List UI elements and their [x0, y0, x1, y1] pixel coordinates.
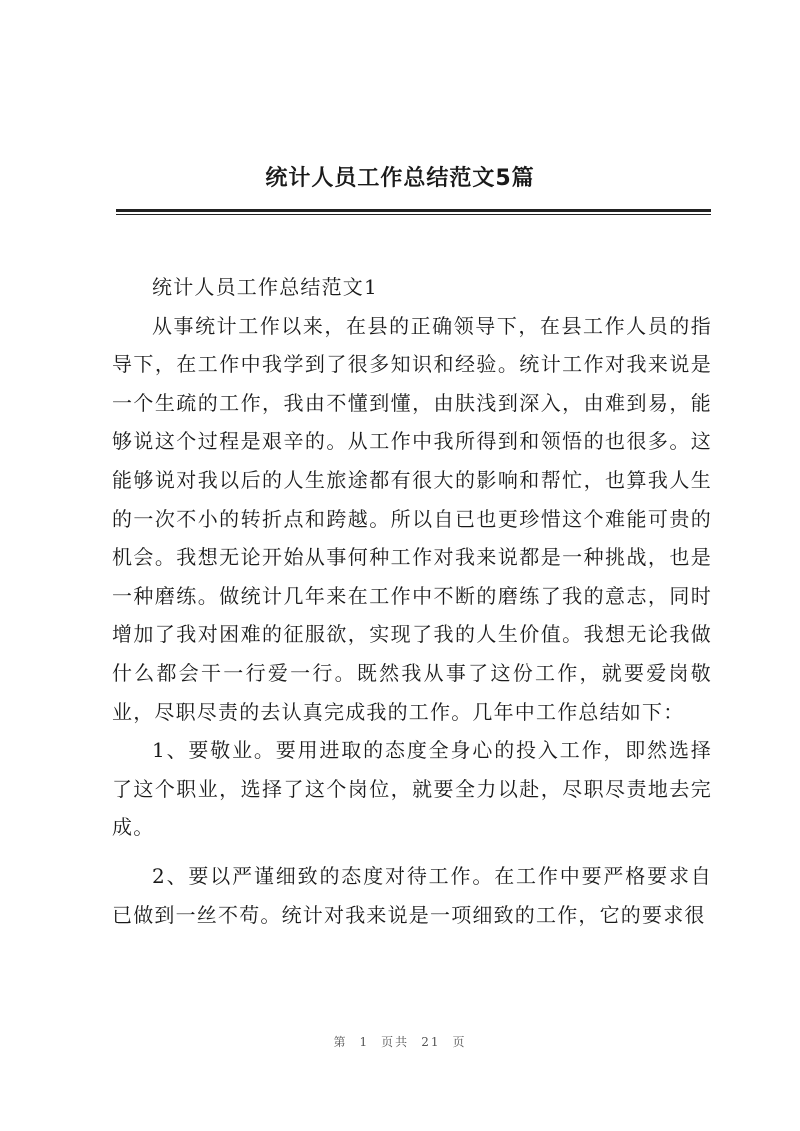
page-footer: [0, 1033, 800, 1050]
title-underline-thin: [116, 214, 711, 215]
section-heading: 统计人员工作总结范文1: [152, 275, 378, 299]
page-title: 统计人员工作总结范文5篇: [265, 166, 535, 191]
paragraph-intro: 从事统计工作以来，在县的正确领导下，在县工作人员的指导下，在工作中我学到了很多知识和经验。统计工作对我来说是一个生疏的工作，我由不懂到懂，由肤浅到深入，由难到易，能够说这个过程是艰辛的。从工作中我所得到和领悟的也很多。这能够说对我以后的人生旅途都有很大的影响和帮忙，也算我人生的一次不小的转折点和跨越。所以自已也更珍惜这个难能可贵的机会。我想无论开始从事何种工作对我来说都是一种挑战，也是一种磨练。做统计几年来在工作中不断的磨练了我的意志，同时增加了我对困难的征服欲，实现了我的人生价值。我想无论我做什么都会干一行爱一行。既然我从事了这份工作，就要爱岗敬业，尽职尽责的去认真完成我的工作。几年中工作总结如下：: [112, 313, 712, 724]
footer-total-pages: 21: [421, 1035, 441, 1049]
footer-page-number: 1: [359, 1035, 370, 1049]
paragraph-point-2: 2、要以严谨细致的态度对待工作。在工作中要严格要求自已做到一丝不苟。统计对我来说是一项细致的工作，它的要求很: [112, 863, 712, 927]
paragraph-point-1: 1、要敬业。要用进取的态度全身心的投入工作，即然选择了这个职业，选择了这个岗位，就要全力以赴，尽职尽责地去完成。: [112, 738, 712, 840]
title-underline-thick: [116, 209, 711, 212]
document-body: [112, 268, 712, 934]
footer-label-ye: 页: [452, 1035, 467, 1049]
footer-label-di: 第: [333, 1035, 348, 1049]
footer-label-ye-gong: 页共: [381, 1035, 410, 1049]
